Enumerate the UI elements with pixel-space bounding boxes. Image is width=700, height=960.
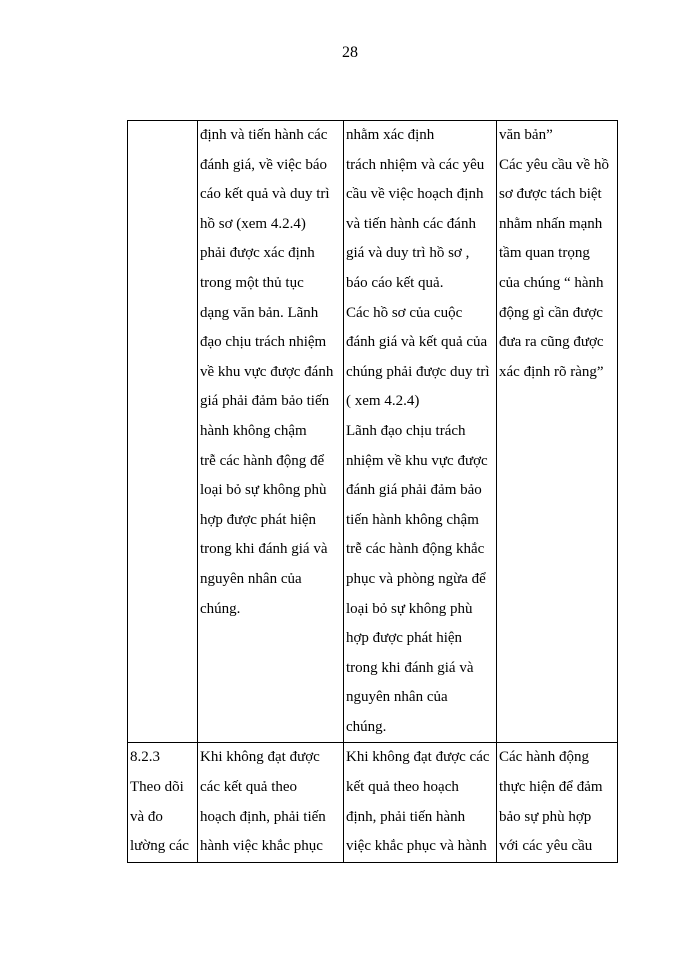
cell-text-line: và đo: [130, 808, 163, 825]
cell-text-line: cầu về việc hoạch định: [346, 186, 484, 203]
cell-text-line: trách nhiệm và các yêu: [346, 156, 485, 173]
cell-text-line: nguyên nhân của: [346, 689, 448, 706]
page-number: 28: [342, 44, 358, 61]
cell-text-line: giá và duy trì hồ sơ ,: [346, 245, 470, 262]
table-cell-note: [497, 743, 618, 862]
cell-text-line: tiến hành không chậm: [346, 511, 479, 528]
cell-text-line: hành việc khắc phục: [200, 838, 323, 855]
cell-text-line: giá phải đảm bảo tiến: [200, 393, 330, 410]
cell-text-line: trong một thủ tục: [200, 274, 304, 291]
cell-text-line: báo cáo kết quả.: [346, 274, 444, 291]
cell-text-line: nguyên nhân của: [200, 570, 302, 587]
comparison-table: [127, 120, 618, 863]
cell-text-line: loại bỏ sự không phù: [346, 600, 473, 617]
table-row: [128, 121, 618, 743]
cell-text-line: các kết quả theo: [200, 779, 298, 796]
cell-text-line: lường các: [130, 838, 189, 855]
table-cell-note: [497, 121, 618, 743]
cell-text-line: chúng.: [346, 718, 387, 735]
cell-text-line: Các hành động: [499, 749, 589, 766]
cell-text-line: với các yêu cầu: [499, 838, 593, 855]
cell-text-line: trễ các hành động khắc: [346, 541, 485, 558]
cell-text-line: đạo chịu trách nhiệm: [200, 334, 327, 351]
cell-text-line: cáo kết quả và duy trì: [200, 186, 330, 203]
cell-text-line: trong khi đánh giá và: [346, 659, 474, 676]
cell-text-line: định và tiến hành các: [200, 127, 328, 143]
cell-text-line: Lãnh đạo chịu trách: [346, 422, 466, 439]
cell-text-line: thực hiện để đảm: [499, 779, 603, 796]
cell-text-line: xác định rõ ràng”: [499, 363, 604, 380]
cell-text-line: định, phải tiến hành: [346, 808, 466, 825]
cell-text-line: hợp được phát hiện: [200, 511, 317, 528]
cell-text-line: về khu vực được đánh: [200, 363, 334, 380]
cell-text-line: đưa ra cũng được: [499, 334, 604, 351]
cell-text-line: ( xem 4.2.4): [346, 393, 420, 410]
cell-text-line: chúng.: [200, 600, 241, 617]
cell-text-line: 8.2.3: [130, 749, 160, 766]
cell-text-line: của chúng “ hành: [499, 274, 604, 291]
cell-text-line: Theo dõi: [130, 779, 184, 796]
cell-text-line: và tiến hành các đánh: [346, 215, 476, 232]
cell-text-line: Khi không đạt được các: [346, 749, 490, 766]
cell-text-line: việc khắc phục và hành: [346, 838, 487, 855]
cell-text-line: hành không chậm: [200, 422, 307, 439]
table-row: [128, 743, 618, 862]
cell-text-line: hoạch định, phải tiến: [200, 808, 326, 825]
cell-text-line: bảo sự phù hợp: [499, 808, 592, 825]
cell-text-line: nhiệm về khu vực được: [346, 452, 488, 469]
cell-text-line: hợp được phát hiện: [346, 630, 463, 647]
cell-text-line: đánh giá, về việc báo: [200, 156, 328, 173]
cell-text-line: chúng phải được duy trì: [346, 363, 490, 380]
table-cell-requirement-new: [344, 743, 497, 862]
cell-text-line: phải được xác định: [200, 245, 315, 262]
cell-text-line: tầm quan trọng: [499, 245, 590, 262]
cell-text-line: đánh giá phải đảm bảo: [346, 482, 482, 499]
cell-text-line: động gì cần được: [499, 304, 603, 321]
cell-text-line: trễ các hành động để: [200, 452, 325, 469]
table-cell-clause: [128, 743, 198, 862]
table-cell-requirement: [198, 121, 344, 743]
cell-text-line: nhằm xác định: [346, 127, 435, 143]
cell-text-line: sơ được tách biệt: [499, 186, 602, 203]
cell-text-line: hồ sơ (xem 4.2.4): [200, 215, 306, 232]
cell-text-line: văn bản”: [499, 127, 553, 143]
cell-text-line: loại bỏ sự không phù: [200, 482, 327, 499]
cell-text-line: đánh giá và kết quả của: [346, 334, 488, 351]
cell-text-line: Các hồ sơ của cuộc: [346, 304, 463, 321]
table-cell-clause: [128, 121, 198, 743]
cell-text-line: Các yêu cầu về hồ: [499, 156, 609, 173]
cell-text-line: Khi không đạt được: [200, 749, 320, 766]
cell-text-line: kết quả theo hoạch: [346, 779, 459, 796]
table-cell-requirement: [198, 743, 344, 862]
table-cell-requirement-new: [344, 121, 497, 743]
cell-text-line: nhằm nhấn mạnh: [499, 215, 603, 232]
cell-text-line: dạng văn bản. Lãnh: [200, 304, 319, 321]
cell-text-line: trong khi đánh giá và: [200, 541, 328, 558]
cell-text-line: phục và phòng ngừa để: [346, 570, 486, 587]
